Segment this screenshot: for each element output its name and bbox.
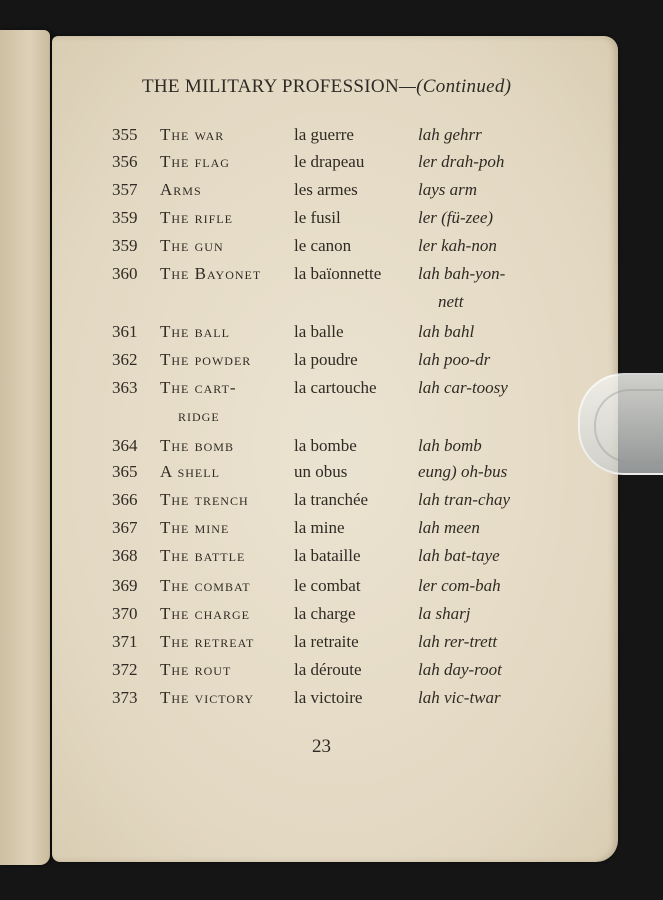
entry-number: 363 xyxy=(112,378,138,397)
entry-number: 361 xyxy=(112,322,138,341)
vocabulary-entry xyxy=(0,264,663,290)
pronunciation: lah day-root xyxy=(418,660,502,679)
entry-number: 366 xyxy=(112,490,138,509)
vocabulary-entry xyxy=(0,436,663,462)
entry-number: 370 xyxy=(112,604,138,623)
vocabulary-entry xyxy=(0,688,663,714)
french-term: le drapeau xyxy=(294,152,365,171)
vocabulary-entry xyxy=(0,576,663,602)
vocabulary-entry xyxy=(0,462,663,488)
vocabulary-entry xyxy=(0,236,663,262)
french-term: la bombe xyxy=(294,436,357,455)
vocabulary-entry xyxy=(0,604,663,630)
entry-number: 364 xyxy=(112,436,138,455)
pronunciation: lah meen xyxy=(418,518,480,537)
french-term: la victoire xyxy=(294,688,363,707)
english-term: The powder xyxy=(160,350,252,369)
vocabulary-entry xyxy=(0,632,663,658)
english-term: The charge xyxy=(160,604,250,623)
entry-number: 355 xyxy=(112,125,138,144)
pronunciation: lah bahl xyxy=(418,322,475,341)
english-term: The rifle xyxy=(160,208,233,227)
header-continued: —(Continued) xyxy=(398,76,512,97)
vocabulary-entry xyxy=(0,208,663,234)
pronunciation: lah bat-taye xyxy=(418,546,500,565)
english-term: The combat xyxy=(160,576,251,595)
entry-number: 356 xyxy=(112,152,138,171)
english-term: The trench xyxy=(160,490,249,509)
entry-number: 373 xyxy=(112,688,138,707)
english-term: The ball xyxy=(160,322,230,341)
pronunciation: lays arm xyxy=(418,180,478,199)
english-term: The cart- xyxy=(160,378,237,397)
pronunciation: lah tran-chay xyxy=(418,490,511,509)
pronunciation-continued: nett xyxy=(438,292,464,311)
entry-number: 359 xyxy=(112,236,138,255)
english-term: The gun xyxy=(160,236,224,255)
entry-number: 367 xyxy=(112,518,138,537)
english-term: The victory xyxy=(160,688,255,707)
english-term: The retreat xyxy=(160,632,255,651)
page-header xyxy=(142,76,511,98)
entry-number: 372 xyxy=(112,660,138,679)
french-term: la cartouche xyxy=(294,378,377,397)
french-term: un obus xyxy=(294,462,348,481)
vocabulary-entry xyxy=(0,152,663,178)
french-term: la retraite xyxy=(294,632,359,651)
french-term: le fusil xyxy=(294,208,341,227)
english-term: The bomb xyxy=(160,436,234,455)
pronunciation: ler com-bah xyxy=(418,576,501,595)
pronunciation: lah gehrr xyxy=(418,125,482,144)
vocabulary-entry xyxy=(0,180,663,206)
french-term: le canon xyxy=(294,236,352,255)
vocabulary-entry xyxy=(0,660,663,686)
entry-number: 357 xyxy=(112,180,138,199)
vocabulary-entry xyxy=(0,546,663,572)
english-term: The mine xyxy=(160,518,230,537)
french-term: le combat xyxy=(294,576,361,595)
vocabulary-entry xyxy=(0,322,663,348)
english-term: The battle xyxy=(160,546,246,565)
vocabulary-entry xyxy=(0,378,663,404)
pronunciation: ler (fü-zee) xyxy=(418,208,494,227)
french-term: la guerre xyxy=(294,125,354,144)
pronunciation: lah poo-dr xyxy=(418,350,491,369)
french-term: les armes xyxy=(294,180,358,199)
english-term: The rout xyxy=(160,660,232,679)
french-term: la poudre xyxy=(294,350,358,369)
vocabulary-entry xyxy=(0,350,663,376)
english-term: The flag xyxy=(160,152,230,171)
pronunciation: lah car-toosy xyxy=(418,378,508,397)
pronunciation: ler kah-non xyxy=(418,236,497,255)
entry-number: 371 xyxy=(112,632,138,651)
entry-number: 362 xyxy=(112,350,138,369)
pronunciation: la sharj xyxy=(418,604,471,623)
english-term: The Bayonet xyxy=(160,264,262,283)
english-term: A shell xyxy=(160,462,220,481)
english-term-continued: ridge xyxy=(178,406,220,425)
pronunciation: eung) oh-bus xyxy=(418,462,508,481)
pronunciation: ler drah-poh xyxy=(418,152,505,171)
entry-number: 365 xyxy=(112,462,138,481)
entry-number: 360 xyxy=(112,264,138,283)
vocabulary-entry xyxy=(0,125,663,151)
french-term: la mine xyxy=(294,518,345,537)
pronunciation: lah rer-trett xyxy=(418,632,498,651)
entry-number: 368 xyxy=(112,546,138,565)
english-term: The war xyxy=(160,125,225,144)
vocabulary-entry xyxy=(0,518,663,544)
header-title: THE MILITARY PROFESSION xyxy=(142,76,399,97)
pronunciation: lah bomb xyxy=(418,436,482,455)
pronunciation: lah vic-twar xyxy=(418,688,501,707)
french-term: la baïonnette xyxy=(294,264,382,283)
vocabulary-entry xyxy=(0,490,663,516)
french-term: la bataille xyxy=(294,546,361,565)
french-term: la charge xyxy=(294,604,356,623)
page-number: 23 xyxy=(312,736,331,757)
french-term: la tranchée xyxy=(294,490,369,509)
french-term: la balle xyxy=(294,322,344,341)
pronunciation: lah bah-yon- xyxy=(418,264,506,283)
english-term: Arms xyxy=(160,180,202,199)
french-term: la déroute xyxy=(294,660,362,679)
entry-number: 359 xyxy=(112,208,138,227)
entry-number: 369 xyxy=(112,576,138,595)
